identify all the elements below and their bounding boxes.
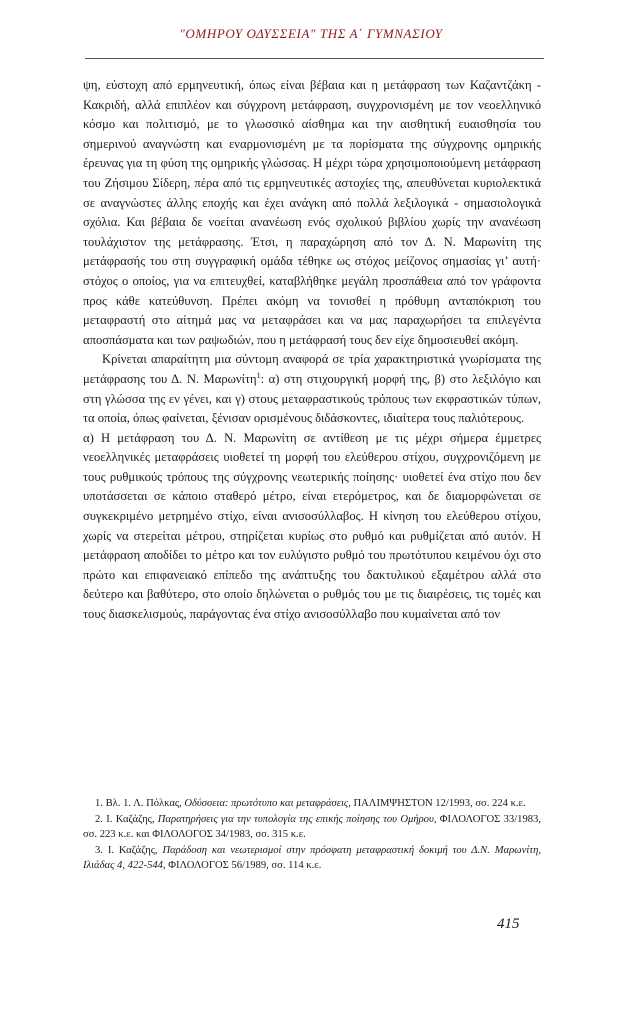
footnote-3-post: , ΦΙΛΟΛΟΓΟΣ 56/1989, σσ. 114 κ.ε. [162,860,322,872]
footnote-1-title: Οδύσσεια: πρωτότυπο και μεταφράσεις [184,798,349,809]
footnote-2-pre: 2. Ι. Καζάζης, [95,813,158,825]
footnote-2-post: , ΦΙΛΟΛΟΓΟΣ 33/1983, σσ. 223 κ.ε. και ΦΙΛΟΛΟΓΟΣ 34/1983, σσ. 315 κ.ε. [83,813,541,841]
footnote-2-title: Παρατηρήσεις για την τυπολογία της επικής ποίησης του Ομήρου [157,813,434,825]
paragraph-2-start: Κρίνεται απαραίτητη μια σύντομη αναφορά σε τρία χαρακτηριστικά γνωρίσματα της μετάφρασης του Δ. Ν. Μαρωνίτη [83,352,541,386]
running-header: "ΟΜΗΡΟΥ ΟΔΥΣΣΕΙΑ" ΤΗΣ Α΄ ΓΥΜΝΑΣΙΟΥ [179,26,443,41]
paragraph-3: α) Η μετάφραση του Δ. Ν. Μαρωνίτη σε αντίθεση με τις μέχρι σήμερα έμμετρες νεοελληνικές μεταφράσεις υιοθετεί τη μορφή του ελεύθερου στίχου, συγχρονιζόμενη με τους ρυθμικούς τρόπους της σύγχρονης νεωτερικής ποίησης· υιοθετεί ένα στίχο που δεν υποτάσσεται σε κάποιο σταθερό μέτρο, είναι ετερόμετρος, και δε διαμορφώνεται σε συγκεκριμένο μετρημένο στίχο, είναι ανισοσύλλαβος. Η κίνηση του ελεύθερου στίχου, χωρίς να στερείται μέτρου, στηρίζεται κυρίως στο ρυθμό και ρυθμίζεται από αυτόν. Η μετάφραση αποδίδει το μέτρο και τον ευλύγιστο ρυθμό του πρωτότυπου κειμένου όχι στο πρώτο και επιφανειακό επίπεδο της ανάπτυξης του δακτυλικού εξαμέτρου αλλά στο δεύτερο και βαθύτερο, στο οποίο δηλώνεται ο ρυθμός του με τις διαιρέσεις, τις τομές και τους διασκελισμούς, παράγοντας ένα στίχο ανισοσύλλαβο που κυμαίνεται από τον [83,430,541,622]
body-text [83,76,541,625]
paragraph-2-rest: : α) στη στιχουργική μορφή της, β) στο λεξιλόγιο και στη γλώσσα της εν γένει, και γ) στους μεταφραστικούς τρόπους των εκφραστικών τύπων, τα οποία, όπως φαίνεται, ξένισαν ορισμένους διδάσκοντες, ιδιαίτερα τους παλιότερους. [83,371,542,426]
footnote-2 [83,812,541,843]
footnote-1-post: , ΠΑΛΙΜΨΗΣΤΟΝ 12/1993, σσ. 224 κ.ε. [348,798,526,809]
footnote-3 [83,843,541,874]
header-rule [85,58,544,59]
footnote-3-pre: 3. Ι. Καζάζης, [95,844,163,856]
footnote-ref-1[interactable]: 1 [256,370,261,380]
footnote-3-title: Παράδοση και νεωτερισμοί στην πρόσφατη μεταφραστική δοκιμή του Δ.Ν. Μαρωνίτη, Ιλιάδας 4, 422-544 [83,844,541,872]
page-number: 415 [497,916,520,932]
footnote-1 [83,796,541,811]
paragraph-2 [83,350,541,428]
footnote-1-pre: 1. Βλ. 1. Λ. Πόλκας, [95,798,185,809]
footnotes [83,796,541,874]
paragraph-1: ψη, εύστοχη από ερμηνευτική, όπως είναι βέβαια και η μετάφραση των Καζαντζάκη - Κακριδή, αλλά επιπλέον και σύγχρονη μετάφραση, συγχρονισμένη με τον νεοελληνικό κόσμο και πολιτισμό, με το γλωσσικό αίσθημα και την αισθητική ευαισθησία του σημερινού αναγνώστη και εναρμονισμένη με τα πορίσματα της σύγχρονης ομηρικής έρευνας για τη φύση της ομηρικής γλώσσας. Η μέχρι τώρα χρησιμοποιούμενη μετάφραση του Ζήσιμου Σίδερη, πέρα από τις ερμηνευτικές αστοχίες της, απευθύνεται κυριολεκτικά σε αναγνώστες άλλης εποχής και έχει ανάγκη από πολλά λεξιλογικά - σημασιολογικά σχόλια. Και βέβαια δε νοείται ανανέωση ενός σχολικού βιβλίου χωρίς την ανανέωση τουλάχιστον της μετάφρασης. Έτσι, η παραχώρηση από τον Δ. Ν. Μαρωνίτη της μετάφρασής του στη συγγραφική ομάδα τέθηκε ως στόχος μείζονος σημασίας γι’ αυτή· στόχος ο οποίος, για να επιτευχθεί, καταβλήθηκε μεγάλη προσπάθεια από τον γράφοντα προς κάθε κατεύθυνση. Πρέπει ακόμη να τονισθεί η πρόθυμη ανταπόκριση του μεταφραστή στο αίτημά μας να μεταφράσει και να μας παραχωρήσει τα επιλεγέντα αποσπάσματα και των ραψωδιών, που η μετάφρασή τους δεν είχε δημοσιευθεί ακόμη. [83,78,541,347]
